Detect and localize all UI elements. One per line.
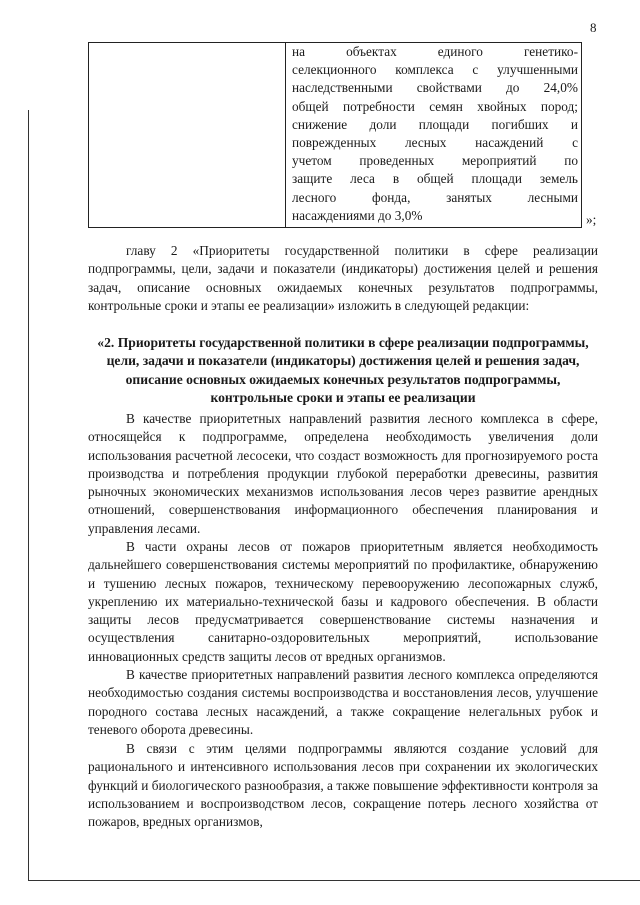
table-line: учетом проведенных мероприятий по	[292, 153, 578, 169]
body-paragraph: В качестве приоритетных направлений развития лесного комплекса определяются необходимостью создания системы воспроизводства и восстановления лесов, улучшение породного состава лесных насаждений, а также сокращение нелегальных рубок и теневого оборота древесины.	[88, 667, 598, 737]
table-line: поврежденных лесных насаждений с	[292, 135, 578, 151]
table-line: наследственными свойствами до 24,0%	[292, 80, 578, 96]
table-line: снижение доли площади погибших и	[292, 116, 578, 132]
continuation-table	[88, 42, 582, 228]
table-line: насаждениями до 3,0%	[292, 207, 423, 223]
closing-mark: »;	[586, 212, 597, 227]
table-line: на объектах единого генетико-	[292, 44, 578, 59]
section-heading: «2. Приоритеты государственной политики в сфере реализации подпрограммы, цели, задачи и показатели (индикаторы) достижения целей и решения задач, описание основных ожидаемых конечных результатов подпрограммы, контрольные сроки и этапы ее реализации	[97, 335, 589, 406]
table-right-cell	[286, 43, 581, 227]
table-line: селекционного комплекса с улучшенными	[292, 62, 578, 78]
intro-paragraph: главу 2 «Приоритеты государственной политики в сфере реализации подпрограммы, цели, задачи и показатели (индикаторы) достижения целей и решения задач, описание основных ожидаемых конечных результатов подпрограммы, контрольные сроки и этапы ее реализации» изложить в следующей редакции:	[88, 243, 598, 313]
body-paragraph: В связи с этим целями подпрограммы являются создание условий для рационального и интенсивного использования лесов при сохранении их экологических функций и биологического разнообразия, а также повышение эффективности контроля за использованием и воспроизводством лесов, сокращение потерь лесного хозяйства от пожаров, вредных организмов,	[88, 741, 598, 830]
body-paragraph: В качестве приоритетных направлений развития лесного комплекса в сфере, относящейся к подпрограмме, определена необходимость увеличения доли использования расчетной лесосеки, что создаст возможность для прогнозируемого роста производства и потребления продукции глубокой переработки древесины, развития рыночных экономических механизмов использования лесов через развитие арендных отношений, совершенствования информационного обеспечения планирования и управления лесами.	[88, 411, 598, 536]
scan-bottom-line	[28, 880, 640, 881]
table-left-cell	[89, 43, 286, 227]
table-line: защите леса в общей площади земель	[292, 171, 578, 187]
body-paragraph: В части охраны лесов от пожаров приоритетным является необходимость дальнейшего совершенствования системы мероприятий по профилактике, обнаружению и тушению лесных пожаров, техническому перевооружению лесопожарных служб, укреплению их материально-технической базы и кадрового обеспечения. В области защиты лесов предусматривается совершенствование системы назначения и осуществления санитарно-оздоровительных мероприятий, использование инновационных средств защиты лесов от вредных организмов.	[88, 539, 598, 664]
scan-margin-line	[28, 110, 29, 880]
table-line: лесного фонда, занятых лесными	[292, 189, 578, 205]
table-line: общей потребности семян хвойных пород;	[292, 98, 578, 114]
page-number: 8	[590, 20, 597, 35]
